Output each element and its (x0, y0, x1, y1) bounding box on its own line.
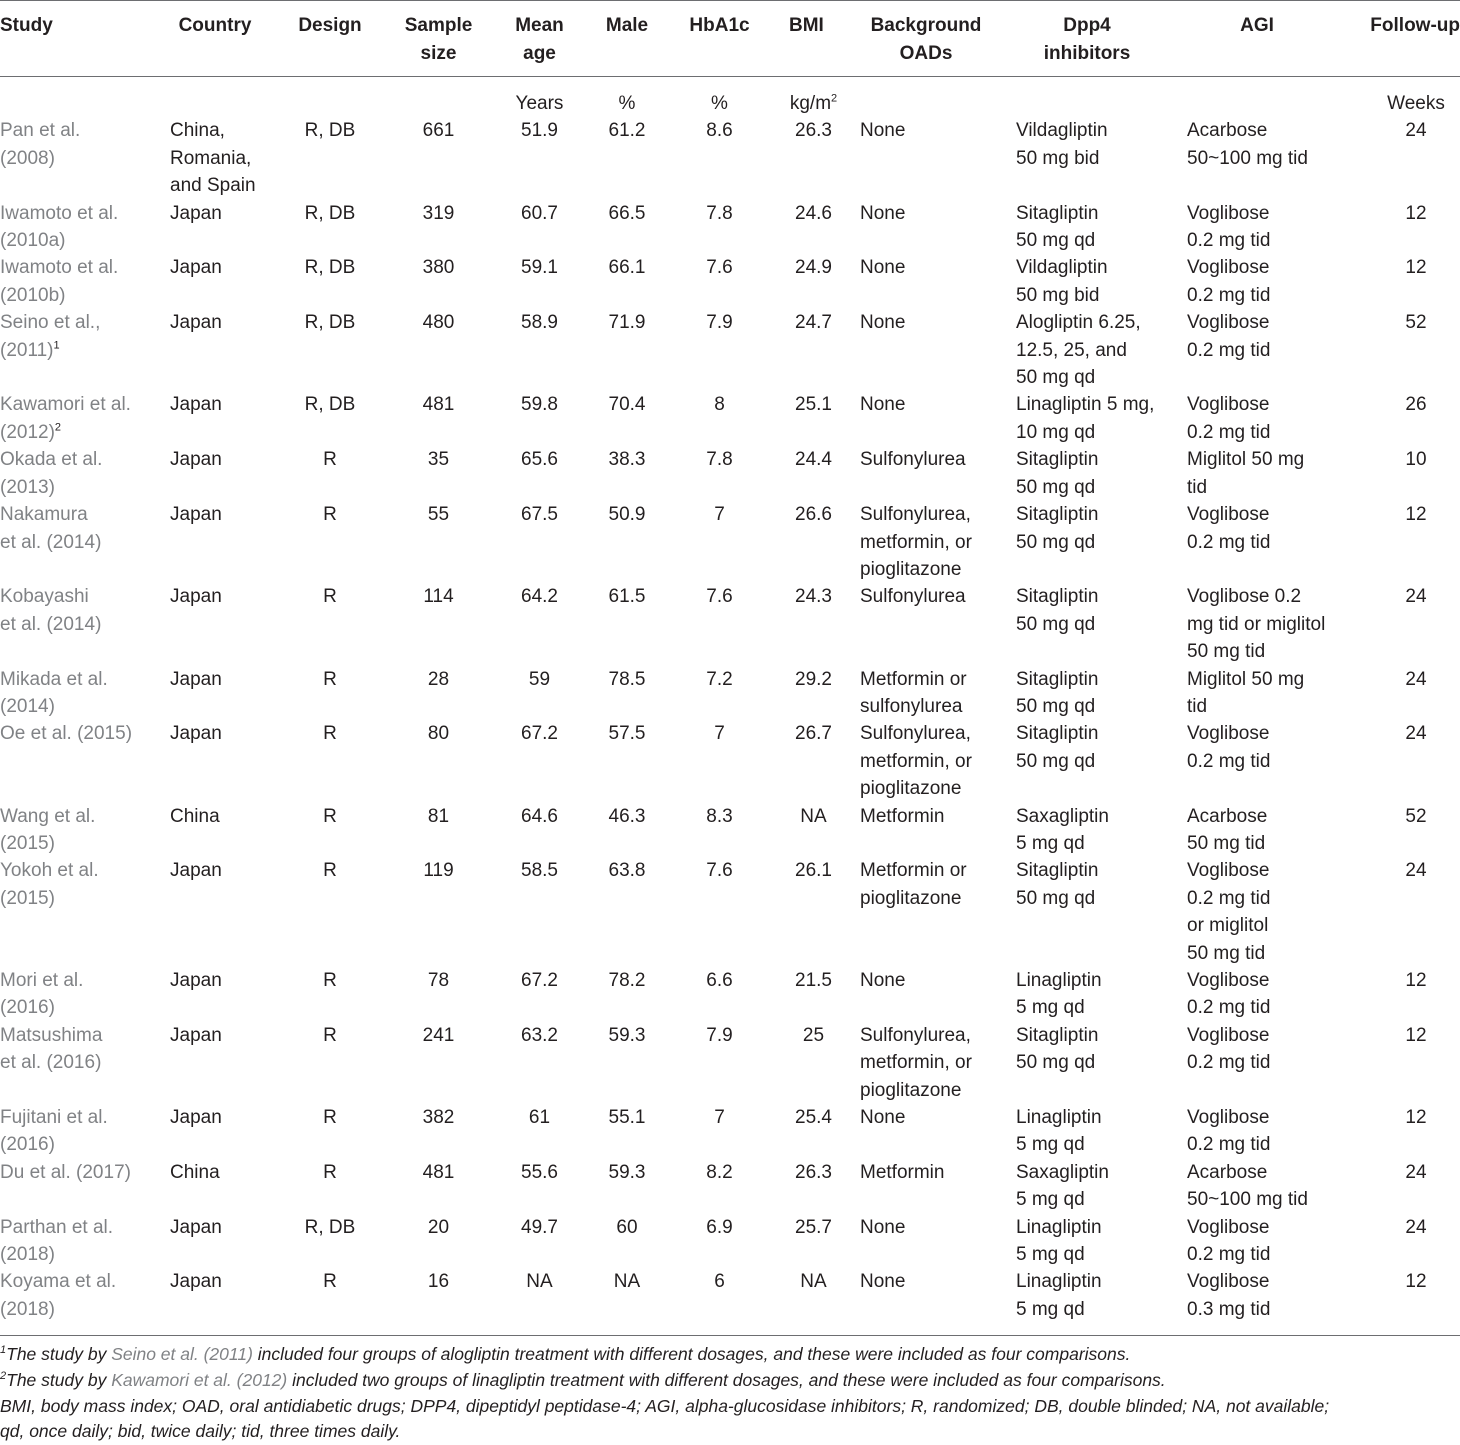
cell-follow-up: 12 (1405, 1107, 1427, 1129)
table-row (0, 309, 1460, 391)
cell-study: Seino et al., $(2011)^1$ (0, 312, 101, 361)
cell-hba1c: 8.2 (706, 1161, 733, 1183)
cell-study (0, 803, 160, 858)
cell-sample-size: 661 (422, 120, 455, 142)
study-reference-link[interactable]: (2008) (0, 147, 55, 169)
cell-design: R (323, 805, 337, 827)
header-hba1c: HbA1c (689, 15, 750, 36)
cell-mean-age: NA (487, 1268, 592, 1335)
cell-hba1c: 7.6 (706, 257, 733, 279)
cell-background-oads: None (860, 120, 906, 142)
cell-sample-size: 380 (422, 257, 455, 279)
cell-agi: Voglibose 0.2 mg tid (1187, 312, 1271, 361)
study-reference-link[interactable]: (2016) (0, 1134, 55, 1156)
cell-mean-age: 64.6 (521, 805, 558, 827)
study-reference-link[interactable]: Iwamoto et al. (0, 257, 119, 279)
table-row (0, 1104, 1460, 1159)
cell-male: 55.1 (608, 1107, 646, 1129)
cell-mean-age: 59 (528, 668, 551, 690)
cell-dpp4-inhibitors: Sitagliptin 50 mg qd (1016, 668, 1099, 717)
cell-agi: Acarbose 50 mg tid (1187, 805, 1268, 854)
cell-bmi: 26.7 (795, 723, 832, 745)
cell-study (0, 1159, 160, 1214)
cell-mean-age: 59.8 (521, 394, 558, 416)
cell-country: Japan (170, 202, 222, 224)
cell-background-oads: Sulfonylurea, metformin, or pioglitazone (860, 1024, 972, 1101)
header-mean-age: Mean age (515, 15, 564, 64)
header-row (0, 1, 1460, 77)
study-reference-link[interactable]: Du et al. (2017) (0, 1161, 131, 1183)
cell-design: R (323, 668, 337, 690)
cell-male: 38.3 (608, 449, 646, 471)
table-row (0, 501, 1460, 583)
cell-follow-up: 52 (1405, 312, 1427, 334)
cell-hba1c: 7 (714, 504, 725, 526)
cell-sample-size: 382 (422, 1107, 455, 1129)
cell-design: R (323, 1161, 337, 1183)
cell-bmi: 26.3 (795, 120, 832, 142)
cell-country: Japan (170, 668, 222, 690)
study-reference-link[interactable]: Kawamori et al. (0, 394, 131, 416)
cell-mean-age: 58.5 (521, 860, 558, 882)
cell-hba1c: 7.6 (706, 860, 733, 882)
cell-study: Kawamori et al. $(2012)^2$ (0, 394, 131, 443)
cell-study (0, 857, 160, 967)
cell-sample-size: 481 (422, 394, 455, 416)
cell-agi: Voglibose 0.2 mg tid (1187, 1107, 1271, 1156)
cell-design: R, DB (304, 120, 356, 142)
study-reference-link[interactable]: (2012) (0, 421, 55, 443)
study-reference-link[interactable]: Kobayashi (0, 586, 89, 608)
cell-agi: Voglibose 0.2 mg tid or miglitol 50 mg tid (1187, 586, 1326, 663)
cell-mean-age: 67.5 (521, 504, 558, 526)
study-reference-link[interactable]: (2010a) (0, 230, 66, 252)
cell-follow-up: 24 (1405, 860, 1427, 882)
cell-hba1c: 7 (714, 1107, 725, 1129)
cell-country: Japan (170, 1024, 222, 1046)
cell-hba1c: 8.6 (706, 120, 733, 142)
cell-agi: Acarbose 50~100 mg tid (1187, 120, 1308, 169)
cell-dpp4-inhibitors: Saxagliptin 5 mg qd (1016, 805, 1109, 854)
cell-male: 61.5 (608, 586, 646, 608)
cell-dpp4-inhibitors: Linagliptin 5 mg qd (1016, 970, 1102, 1019)
study-reference-link[interactable]: (2018) (0, 1298, 55, 1320)
cell-background-oads: Sulfonylurea (860, 586, 966, 608)
cell-agi: Miglitol 50 mg tid (1187, 449, 1305, 498)
table-row (0, 967, 1460, 1022)
cell-hba1c: 7.8 (706, 202, 733, 224)
cell-study (0, 1022, 160, 1104)
cell-male: 71.9 (608, 312, 646, 334)
cell-background-oads: None (860, 202, 906, 224)
cell-mean-age: 67.2 (521, 723, 558, 745)
header-follow-up: Follow-up (1370, 15, 1460, 36)
unit-bmi: $kg/m^2$ (789, 92, 838, 114)
study-reference-link[interactable]: Parthan et al. (0, 1216, 114, 1238)
cell-country: China (170, 1161, 220, 1183)
study-reference-link[interactable]: (2011) (0, 339, 54, 361)
cell-mean-age: 51.9 (521, 120, 558, 142)
cell-follow-up: 24 (1405, 120, 1427, 142)
cell-mean-age: 59.1 (521, 257, 558, 279)
cell-male: 66.1 (608, 257, 646, 279)
table-row (0, 117, 1460, 199)
cell-background-oads: None (860, 257, 906, 279)
cell-background-oads: Metformin (860, 805, 945, 827)
cell-dpp4-inhibitors: Sitagliptin 50 mg qd (1016, 449, 1099, 498)
cell-agi: Voglibose 0.3 mg tid (1172, 1268, 1342, 1335)
cell-agi: Miglitol 50 mg tid (1187, 668, 1305, 717)
cell-hba1c: 7 (714, 723, 725, 745)
cell-bmi: NA (800, 805, 827, 827)
cell-country: Japan (170, 394, 222, 416)
cell-follow-up: 12 (1342, 1268, 1460, 1335)
cell-dpp4-inhibitors: Linagliptin 5 mg qd (1016, 1107, 1102, 1156)
footnote-2: $^2$The study by Kawamori et al. (2012) included two groups of linagliptin treatment with different dosages, and these were included as four comparisons. (0, 1369, 1166, 1390)
cell-dpp4-inhibitors: Alogliptin 6.25, 12.5, 25, and 50 mg qd (1016, 312, 1141, 389)
abbreviations-line-1: BMI, body mass index; OAD, oral antidiabetic drugs; DPP4, dipeptidyl peptidase-4; AGI, alpha-glucosidase inhibitors; R, randomized; DB, double blinded; NA, not available; (0, 1395, 1330, 1416)
cell-bmi: 24.4 (795, 449, 832, 471)
cell-mean-age: 67.2 (521, 970, 558, 991)
study-reference-link[interactable]: et al. (2014) (0, 531, 102, 553)
study-reference-link[interactable]: (2013) (0, 476, 55, 498)
cell-country: Japan (170, 860, 222, 882)
cell-design: R, DB (304, 1216, 356, 1238)
table-row (0, 720, 1460, 802)
header-bmi: BMI (789, 15, 824, 36)
cell-background-oads: None (860, 1107, 906, 1129)
cell-sample-size: 28 (427, 668, 450, 690)
study-reference-link[interactable]: Koyama et al. (0, 1271, 117, 1293)
cell-design: R (323, 970, 337, 991)
cell-male: 66.5 (608, 202, 646, 224)
cell-agi: Voglibose 0.2 mg tid (1187, 257, 1271, 306)
cell-country: Japan (170, 257, 222, 279)
cell-design: R (323, 1107, 337, 1129)
cell-sample-size: 20 (427, 1216, 450, 1238)
cell-country: Japan (170, 504, 222, 526)
cell-dpp4-inhibitors: Sitagliptin 50 mg qd (1016, 1024, 1099, 1074)
study-reference-link[interactable]: (2016) (0, 997, 55, 1019)
cell-follow-up: 12 (1405, 257, 1427, 279)
study-reference-link[interactable]: Oe et al. (2015) (0, 723, 133, 745)
cell-background-oads: Metformin or pioglitazone (860, 860, 967, 909)
header-sample-size: Sample size (404, 15, 473, 64)
cell-dpp4-inhibitors: Sitagliptin 50 mg qd (1016, 860, 1099, 909)
cell-study (0, 1268, 160, 1335)
cell-bmi: 24.6 (795, 202, 832, 224)
cell-mean-age: 49.7 (521, 1216, 558, 1238)
study-reference-link[interactable]: et al. (2014) (0, 613, 102, 635)
cell-design: R, DB (304, 394, 356, 416)
table-row (0, 1159, 1460, 1214)
cell-mean-age: 58.9 (521, 312, 558, 334)
cell-bmi: 24.7 (795, 312, 832, 334)
table-row (0, 1214, 1460, 1269)
study-reference-link[interactable]: Yokoh et al. (0, 860, 99, 882)
cell-male: 50.9 (608, 504, 646, 526)
header-design: Design (298, 15, 362, 36)
table-row (0, 1268, 1460, 1335)
cell-follow-up: 24 (1405, 586, 1427, 608)
table-row (0, 254, 1460, 309)
cell-background-oads: Sulfonylurea, metformin, or pioglitazone (860, 723, 972, 800)
cell-study (0, 254, 160, 309)
unit-hba1c: % (711, 93, 728, 114)
cell-agi: Voglibose 0.2 mg tid (1187, 394, 1271, 443)
cell-dpp4-inhibitors: Sitagliptin 50 mg qd (1016, 202, 1099, 252)
study-reference-link[interactable]: (2015) (0, 887, 55, 909)
cell-follow-up: 26 (1405, 394, 1427, 416)
cell-bmi: NA (777, 1268, 850, 1335)
cell-sample-size: 55 (427, 504, 450, 526)
abbreviations-line-2: qd, once daily; bid, twice daily; tid, three times daily. (0, 1421, 401, 1442)
cell-male: 78.5 (608, 668, 646, 690)
cell-agi: Voglibose 0.2 mg tid (1187, 1024, 1271, 1074)
cell-male: 59.3 (608, 1161, 646, 1183)
cell-agi: Voglibose 0.2 mg tid (1187, 1216, 1271, 1266)
cell-dpp4-inhibitors: Sitagliptin 50 mg qd (1016, 723, 1099, 772)
cell-background-oads: Sulfonylurea, metformin, or pioglitazone (860, 504, 972, 580)
cell-country: Japan (160, 1268, 270, 1335)
cell-hba1c: 7.6 (706, 586, 733, 608)
cell-mean-age: 55.6 (521, 1161, 558, 1183)
cell-dpp4-inhibitors: Vildagliptin 50 mg bid (1016, 257, 1108, 306)
cell-design: R (323, 586, 337, 608)
table-row (0, 200, 1460, 255)
cell-dpp4-inhibitors: Sitagliptin 50 mg qd (1016, 504, 1099, 553)
table-row (0, 1022, 1460, 1104)
cell-male: 78.2 (608, 970, 646, 991)
cell-follow-up: 10 (1405, 449, 1427, 471)
cell-sample-size: 81 (427, 805, 450, 827)
cell-male: NA (592, 1268, 662, 1335)
cell-hba1c: 6.9 (706, 1216, 733, 1238)
study-reference-link[interactable]: (2014) (0, 695, 55, 717)
cell-follow-up: 24 (1405, 1161, 1427, 1183)
cell-study (0, 200, 160, 255)
cell-study (0, 501, 160, 583)
cell-sample-size: 119 (423, 860, 454, 882)
cell-follow-up: 12 (1405, 1024, 1427, 1046)
cell-bmi: 26.6 (795, 504, 832, 526)
cell-bmi: 25.1 (795, 394, 832, 416)
cell-sample-size: 35 (427, 449, 450, 471)
table-row (0, 803, 1460, 858)
cell-bmi: 24.3 (795, 586, 832, 608)
cell-dpp4-inhibitors: Linagliptin 5 mg qd (1016, 1216, 1102, 1266)
cell-background-oads: None (860, 970, 906, 991)
cell-agi: Voglibose 0.2 mg tid (1187, 970, 1271, 1019)
cell-hba1c: 7.9 (706, 1024, 733, 1046)
study-reference-link[interactable]: (2015) (0, 832, 55, 854)
table-row (0, 391, 1460, 446)
cell-study (0, 967, 160, 1022)
header-country: Country (178, 15, 252, 36)
cell-follow-up: 12 (1405, 202, 1427, 224)
cell-background-oads: Metformin (860, 1161, 945, 1183)
cell-country: Japan (170, 970, 222, 991)
cell-follow-up: 24 (1405, 1216, 1427, 1238)
cell-bmi: 26.3 (795, 1161, 832, 1183)
study-reference-link[interactable]: Fujitani et al. (0, 1107, 108, 1129)
cell-mean-age: 64.2 (521, 586, 558, 608)
cell-sample-size: 16 (390, 1268, 487, 1335)
cell-dpp4-inhibitors: Saxagliptin 5 mg qd (1016, 1161, 1109, 1211)
cell-sample-size: 80 (427, 723, 450, 745)
study-reference-link[interactable]: Matsushima (0, 1024, 103, 1046)
cell-background-oads: None (860, 312, 906, 334)
header-background-oads: Background OADs (870, 15, 982, 64)
cell-country: Japan (170, 723, 222, 745)
header-dpp4-inhibitors: Dpp4 inhibitors (1043, 15, 1131, 64)
table-row (0, 857, 1460, 967)
cell-male: 59.3 (608, 1024, 646, 1046)
cell-design: R (323, 723, 337, 745)
header-male: Male (605, 15, 649, 36)
cell-sample-size: 78 (427, 970, 450, 991)
cell-design: R (323, 504, 337, 526)
cell-study (0, 1214, 160, 1269)
table-footnotes (0, 1342, 1460, 1445)
cell-sample-size: 114 (423, 586, 454, 608)
footnote-1-reference-link[interactable]: Seino et al. (2011) (111, 1344, 253, 1364)
cell-bmi: 21.5 (795, 970, 832, 991)
cell-study (0, 1104, 160, 1159)
cell-country: China, Romania, and Spain (170, 120, 256, 197)
cell-study (0, 446, 160, 501)
cell-sample-size: 480 (422, 312, 455, 334)
cell-male: 57.5 (608, 723, 646, 745)
cell-agi: Voglibose 0.2 mg tid (1187, 202, 1271, 252)
cell-design: R (270, 1268, 390, 1335)
cell-background-oads: None (850, 1268, 1002, 1335)
header-study: Study (0, 15, 53, 36)
cell-background-oads: None (860, 1216, 906, 1238)
cell-sample-size: 319 (422, 202, 455, 224)
cell-background-oads: Metformin or sulfonylurea (860, 668, 967, 717)
cell-hba1c: 7.8 (706, 449, 733, 471)
cell-country: China (170, 805, 220, 827)
cell-background-oads: None (860, 394, 906, 416)
cell-hba1c: 8 (714, 394, 725, 416)
cell-mean-age: 60.7 (521, 202, 558, 224)
cell-bmi: 29.2 (795, 668, 832, 690)
unit-follow-up: Weeks (1387, 93, 1445, 114)
cell-dpp4-inhibitors: Linagliptin 5 mg, 10 mg qd (1016, 394, 1155, 443)
cell-follow-up: 24 (1405, 723, 1427, 745)
cell-bmi: 24.9 (795, 257, 832, 279)
cell-male: 60 (616, 1216, 638, 1238)
study-reference-link[interactable]: Nakamura (0, 504, 88, 526)
cell-design: R, DB (304, 257, 356, 279)
cell-sample-size: 481 (422, 1161, 455, 1183)
cell-agi: Voglibose 0.2 mg tid (1187, 504, 1271, 553)
cell-country: Japan (170, 1216, 222, 1238)
cell-design: R, DB (304, 202, 356, 224)
cell-hba1c: 7.2 (706, 668, 733, 690)
footnote-1: $^1$The study by Seino et al. (2011) included four groups of alogliptin treatment with different dosages, and these were included as four comparisons. (0, 1344, 1131, 1364)
cell-country: Japan (170, 449, 222, 471)
cell-follow-up: 52 (1405, 805, 1427, 827)
cell-country: Japan (170, 312, 222, 334)
cell-country: Japan (170, 586, 222, 608)
study-reference-link[interactable]: Pan et al. (0, 120, 81, 142)
cell-hba1c: 6.6 (706, 970, 733, 991)
table-row (0, 666, 1460, 721)
cell-study (0, 666, 160, 721)
study-reference-link[interactable]: et al. (2016) (0, 1052, 102, 1074)
cell-mean-age: 63.2 (521, 1024, 558, 1046)
cell-study (0, 583, 160, 665)
cell-hba1c: 8.3 (706, 805, 733, 827)
cell-male: 61.2 (608, 120, 646, 142)
cell-agi: Acarbose 50~100 mg tid (1187, 1161, 1308, 1211)
cell-bmi: 25.7 (795, 1216, 832, 1238)
cell-design: R (323, 860, 337, 882)
cell-bmi: 26.1 (795, 860, 832, 882)
cell-follow-up: 12 (1405, 504, 1427, 526)
cell-design: R (323, 449, 337, 471)
cell-mean-age: 61 (528, 1107, 551, 1129)
unit-age: Years (515, 93, 564, 114)
cell-study (0, 720, 160, 802)
cell-design: R, DB (304, 312, 356, 334)
study-reference-link[interactable]: Mori et al. (0, 970, 84, 991)
cell-bmi: 25 (802, 1024, 825, 1046)
header-agi: AGI (1240, 15, 1274, 36)
study-reference-link[interactable]: (2010b) (0, 284, 66, 306)
units-row (0, 77, 1460, 118)
cell-sample-size: 241 (422, 1024, 455, 1046)
study-reference-link[interactable]: Wang et al. (0, 805, 96, 827)
unit-male: % (618, 93, 636, 114)
cell-hba1c: 6 (662, 1268, 777, 1335)
study-reference-link[interactable]: Okada et al. (0, 449, 103, 471)
cell-hba1c: 7.9 (706, 312, 733, 334)
cell-dpp4-inhibitors: Linagliptin 5 mg qd (1002, 1268, 1172, 1335)
cell-male: 70.4 (608, 394, 646, 416)
cell-background-oads: Sulfonylurea (860, 449, 966, 471)
cell-design: R (323, 1024, 337, 1046)
cell-country: Japan (170, 1107, 222, 1129)
cell-dpp4-inhibitors: Vildagliptin 50 mg bid (1016, 120, 1108, 169)
table-row (0, 446, 1460, 501)
cell-follow-up: 24 (1405, 668, 1427, 690)
cell-male: 46.3 (608, 805, 646, 827)
cell-follow-up: 12 (1405, 970, 1427, 991)
study-reference-link[interactable]: Seino et al., (0, 312, 101, 334)
cell-dpp4-inhibitors: Sitagliptin 50 mg qd (1016, 586, 1099, 635)
footnote-2-reference-link[interactable]: Kawamori et al. (2012) (111, 1369, 288, 1390)
table-row (0, 583, 1460, 665)
cell-male: 63.8 (608, 860, 646, 882)
cell-agi: Voglibose 0.2 mg tid (1187, 723, 1271, 772)
cell-mean-age: 65.6 (521, 449, 558, 471)
study-reference-link[interactable]: Mikada et al. (0, 668, 108, 690)
cell-agi: Voglibose 0.2 mg tid or miglitol 50 mg tid (1187, 860, 1271, 964)
study-reference-link[interactable]: (2018) (0, 1244, 55, 1266)
study-reference-link[interactable]: Iwamoto et al. (0, 202, 119, 224)
cell-bmi: 25.4 (795, 1107, 832, 1129)
cell-study (0, 117, 160, 199)
